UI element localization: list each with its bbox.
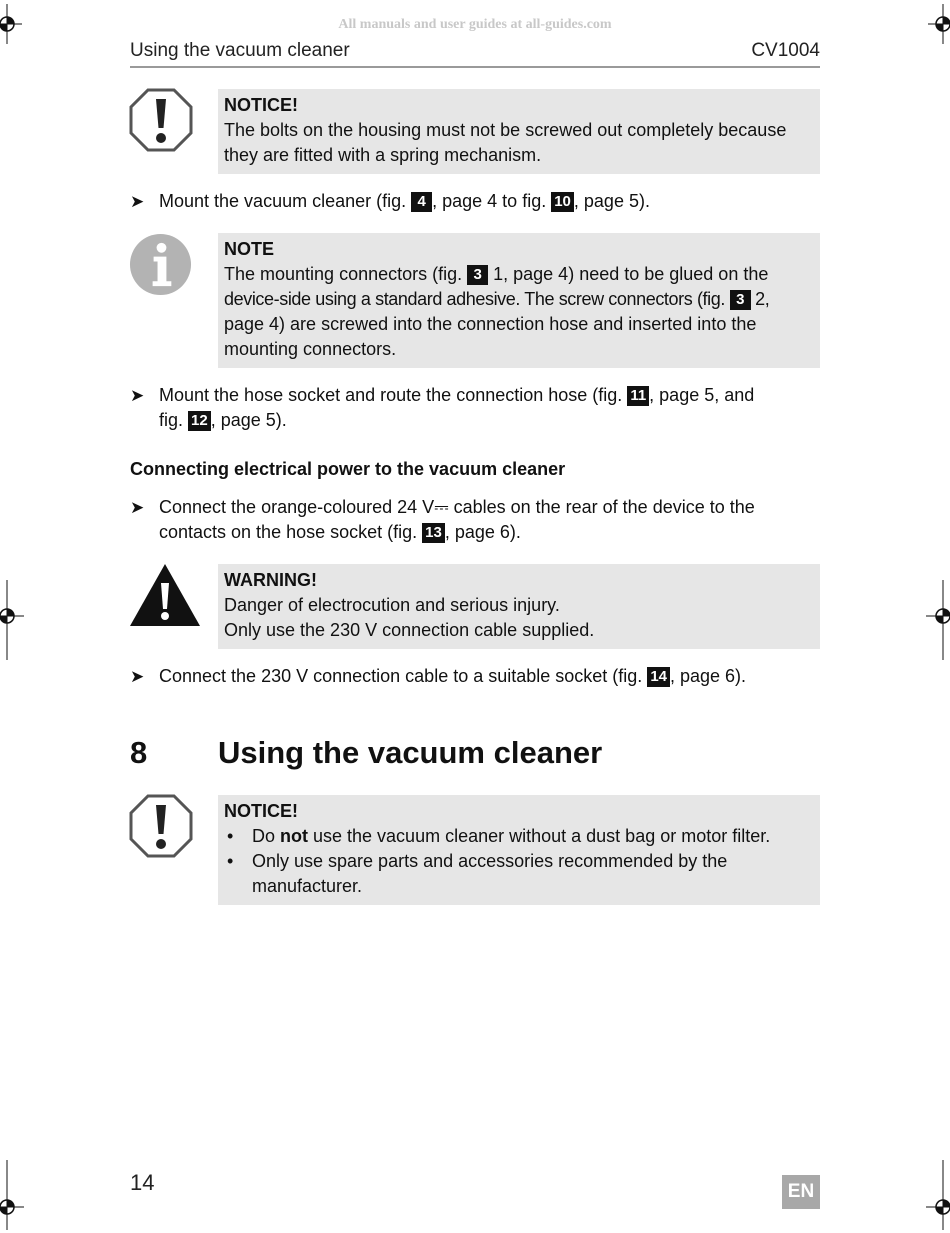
note-title: NOTE <box>224 239 275 259</box>
watermark: All manuals and user guides at all-guides.com <box>338 17 612 32</box>
notice-text-line: they are fitted with a spring mechanism. <box>224 145 542 165</box>
warning-triangle-icon <box>129 563 201 627</box>
warning-text-line: Danger of electrocution and serious injury. <box>224 595 560 615</box>
arrow-bullet-icon: ➤ <box>130 192 145 211</box>
step-text: Connect the orange-coloured 24 V⎓ cables on the rear of the device to the contacts on the hose socket (fig. 13 , page 6). <box>159 497 755 542</box>
figure-reference: 12 <box>188 411 211 431</box>
instruction-step <box>130 383 820 433</box>
figure-reference: 10 <box>551 192 574 212</box>
arrow-bullet-icon: ➤ <box>130 667 145 686</box>
step-text: Mount the vacuum cleaner (fig. 4 , page 4 to fig. 10 , page 5). <box>159 191 650 211</box>
dc-symbol: ⎓ <box>434 497 449 517</box>
notice-box <box>218 89 820 174</box>
instruction-step <box>130 664 820 689</box>
figure-reference: 14 <box>647 667 670 687</box>
registration-mark-icon <box>926 1160 950 1230</box>
note-box <box>218 233 820 368</box>
notice-octagon-icon <box>129 794 193 858</box>
figure-reference: 11 <box>627 386 649 406</box>
header-divider <box>130 66 820 68</box>
registration-mark-icon <box>928 4 950 44</box>
note-text-line: mounting connectors. <box>224 339 397 359</box>
figure-reference: 3 <box>730 290 751 310</box>
instruction-step <box>130 189 820 214</box>
arrow-bullet-icon: ➤ <box>130 498 145 517</box>
bullet-icon: • <box>227 851 234 871</box>
warning-title: WARNING! <box>224 570 317 590</box>
registration-mark-icon <box>0 580 24 660</box>
notice-title: NOTICE! <box>224 95 298 115</box>
registration-mark-icon <box>0 1160 24 1230</box>
info-icon <box>129 233 192 296</box>
bullet-icon: • <box>227 826 234 846</box>
subheading: Connecting electrical power to the vacuum cleaner <box>130 459 566 479</box>
notice-octagon-icon <box>129 88 193 152</box>
list-item: • Do not use the vacuum cleaner without a dust bag or motor filter. <box>224 824 812 849</box>
language-badge: EN <box>782 1175 820 1209</box>
registration-mark-icon <box>926 580 950 660</box>
header-model: CV1004 <box>751 40 820 61</box>
step-text: Connect the 230 V connection cable to a suitable socket (fig. 14 , page 6). <box>159 666 747 686</box>
note-text-line: device-side using a standard adhesive. The screw connectors (fig. 3 2, <box>224 289 770 309</box>
figure-reference: 13 <box>422 523 445 543</box>
warning-text-line: Only use the 230 V connection cable supplied. <box>224 620 595 640</box>
header-section-title: Using the vacuum cleaner <box>130 40 350 61</box>
notice-text-line: The bolts on the housing must not be screwed out completely because <box>224 120 787 140</box>
list-item: • Only use spare parts and accessories recommended by the manufacturer. <box>227 851 728 896</box>
notice-bullet-list <box>224 824 812 899</box>
page-number: 14 <box>130 1170 155 1195</box>
chapter-title: Using the vacuum cleaner <box>218 735 603 770</box>
figure-reference: 3 <box>467 265 488 285</box>
figure-reference: 4 <box>411 192 432 212</box>
chapter-number: 8 <box>130 735 148 770</box>
step-text: Mount the hose socket and route the connection hose (fig. 11 , page 5, and fig. 12 , page 5). <box>159 385 755 430</box>
arrow-bullet-icon: ➤ <box>130 386 145 405</box>
notice-box <box>218 795 820 905</box>
registration-mark-icon <box>0 4 22 44</box>
notice-title: NOTICE! <box>224 801 298 821</box>
note-text-line: page 4) are screwed into the connection hose and inserted into the <box>224 314 757 334</box>
instruction-step <box>130 495 820 545</box>
warning-box <box>218 564 820 649</box>
note-text-line: The mounting connectors (fig. 3 1, page 4) need to be glued on the <box>224 264 769 284</box>
